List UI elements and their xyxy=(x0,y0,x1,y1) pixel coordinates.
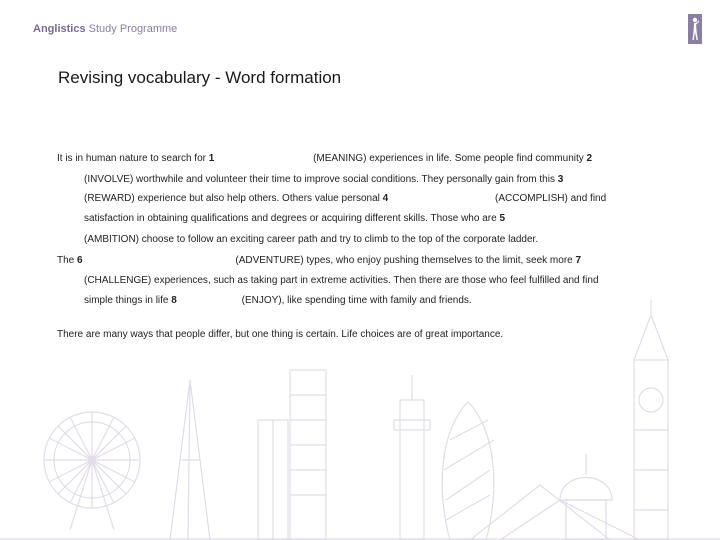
conclusion-text xyxy=(57,329,503,340)
line3-text-before: (REWARD) experience but also help others. Others value personal xyxy=(84,193,380,204)
line2-text: (INVOLVE) worthwhile and volunteer their time to improve social conditions. They personally gain from this xyxy=(84,174,555,185)
page-title: Revising vocabulary - Word formation xyxy=(58,68,342,87)
conclusion-sentence: There are many ways that people differ, but one thing is certain. Life choices are of great importance. xyxy=(57,329,504,340)
line4-text: satisfaction in obtaining qualifications and degrees or acquiring different skills. Those who are xyxy=(84,213,497,224)
header xyxy=(33,23,177,35)
figure-logo-icon xyxy=(688,14,702,44)
line6-text-after: (ADVENTURE) types, who enjoy pushing themselves to the limit, seek more xyxy=(235,255,573,266)
line7-text: (CHALLENGE) experiences, such as taking part in extreme activities. Then there are those who feel fulfilled and find xyxy=(84,275,599,286)
line5-text: (AMBITION) choose to follow an exciting career path and try to climb to the top of the corporate ladder. xyxy=(84,234,539,245)
exercise-line-4 xyxy=(84,213,505,224)
line6-text-before: The xyxy=(57,255,75,266)
line8-text-after: (ENJOY), like spending time with family and friends. xyxy=(241,295,472,306)
gap-number-6: 6 xyxy=(77,255,83,266)
gap-number-4: 4 xyxy=(382,193,389,204)
exercise-line-5 xyxy=(84,234,538,245)
programme-name: Study Programme xyxy=(88,23,178,35)
brand-name: Anglistics xyxy=(33,23,86,35)
exercise-line-2 xyxy=(84,174,563,185)
london-skyline xyxy=(0,270,720,540)
line3-text-after: (ACCOMPLISH) and find xyxy=(495,193,607,204)
line8-text-before: simple things in life xyxy=(84,295,169,306)
gap-number-5: 5 xyxy=(499,213,505,224)
exercise-line-1 xyxy=(57,153,592,164)
gap-number-1: 1 xyxy=(208,153,215,164)
gap-number-3: 3 xyxy=(557,174,564,185)
gap-number-7: 7 xyxy=(575,255,582,266)
line1-text-mid: (MEANING) experiences in life. Some people find community xyxy=(313,153,584,164)
gap-number-2: 2 xyxy=(586,153,593,164)
exercise-line-8 xyxy=(84,295,472,306)
exercise-line-3 xyxy=(84,193,606,204)
exercise-line-6 xyxy=(57,255,581,266)
gap-number-8: 8 xyxy=(171,295,177,306)
line1-text-before: It is in human nature to search for xyxy=(57,153,206,164)
exercise-line-7 xyxy=(84,275,599,286)
